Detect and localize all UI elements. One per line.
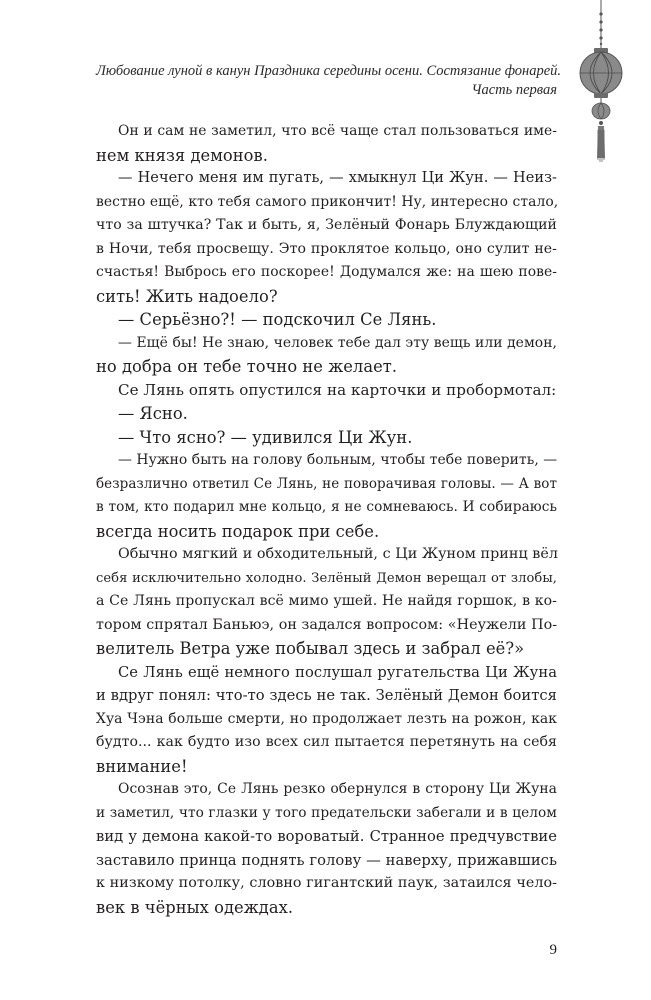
text-line: себя исключительно холодно. Зелёный Демон верещал от злобы, xyxy=(96,570,557,586)
text-line: велитель Ветра уже побывал здесь и забрал её?» xyxy=(96,639,525,658)
text-line: — Ещё бы! Не знаю, человек тебе дал эту вещь или демон, xyxy=(118,334,557,351)
text-line: будто... как будто изо всех сил пытается перетянуть на себя xyxy=(96,734,557,750)
text-line: Обычно мягкий и обходительный, с Ци Жуном принц вёл xyxy=(118,546,559,562)
text-line: — Что ясно? — удивился Ци Жун. xyxy=(118,427,413,447)
text-line: нем князя демонов. xyxy=(96,145,268,165)
text-line: сить! Жить надоело? xyxy=(96,286,278,306)
running-head xyxy=(96,62,562,100)
text-line: но добра он тебе точно не желает. xyxy=(96,357,398,376)
text-line: — Ясно. xyxy=(118,404,188,423)
text-line: счастья! Выбрось его поскорее! Додумался же: на шею пове- xyxy=(96,264,557,280)
text-line: век в чёрных одеждах. xyxy=(96,897,294,917)
text-line: внимание! xyxy=(96,756,188,776)
text-line: вестно ещё, кто тебя самого прикончит! Ну, интересно стало, xyxy=(96,193,559,210)
body-text xyxy=(96,120,557,919)
paper-lantern-icon xyxy=(576,0,626,170)
text-line: Се Лянь опять опустился на карточки и пробормотал: xyxy=(118,380,557,399)
text-line: в том, кто подарил мне кольцо, я не сомневаюсь. И собираюсь xyxy=(96,499,557,515)
text-line: в Ночи, тебя просвещу. Это проклятое кольцо, оно сулит не- xyxy=(96,240,557,257)
text-line: Се Лянь ещё немного послушал ругательства Ци Жуна xyxy=(118,663,557,681)
text-line: тором спрятал Баньюэ, он задался вопросом: «Неужели По- xyxy=(96,616,558,633)
text-line: — Нечего меня им пугать, — хмыкнул Ци Жун. — Неиз- xyxy=(118,170,557,186)
page-number: 9 xyxy=(549,942,557,958)
running-head-part: Часть первая xyxy=(471,82,557,98)
text-line: — Нужно быть на голову больным, чтобы тебе поверить, — xyxy=(118,452,558,468)
text-line: Осознав это, Се Лянь резко обернулся в сторону Ци Жуна xyxy=(118,781,557,797)
text-line: безразлично ответил Се Лянь, не поворачивая головы. — А вот xyxy=(96,475,557,492)
text-line: и заметил, что глазки у того предательски забегали и в целом xyxy=(96,804,557,821)
text-line: и вдруг понял: что-то здесь не так. Зелёный Демон боится xyxy=(96,687,557,704)
text-line: к низкому потолку, словно гигантский паук, затаился чело- xyxy=(96,875,557,891)
text-line: вид у демона какой-то вороватый. Странное предчувствие xyxy=(96,828,557,845)
text-line: а Се Лянь пропускал всё мимо ушей. Не найдя горшок, в ко- xyxy=(96,593,557,609)
text-line: заставило принца поднять голову — наверху, прижавшись xyxy=(96,851,557,869)
text-line: что за штучка? Так и быть, я, Зелёный Фонарь Блуждающий xyxy=(96,217,557,233)
running-head-title: Любование луной в канун Праздника середины осени. Состязание фонарей. xyxy=(96,63,562,79)
text-line: — Серьёзно?! — подскочил Се Лянь. xyxy=(118,310,437,329)
text-line: всегда носить подарок при себе. xyxy=(96,521,380,541)
text-line: Он и сам не заметил, что всё чаще стал пользоваться име- xyxy=(118,123,557,139)
text-line: Хуа Чэна больше смерти, но продолжает лезть на рожон, как xyxy=(96,710,557,727)
